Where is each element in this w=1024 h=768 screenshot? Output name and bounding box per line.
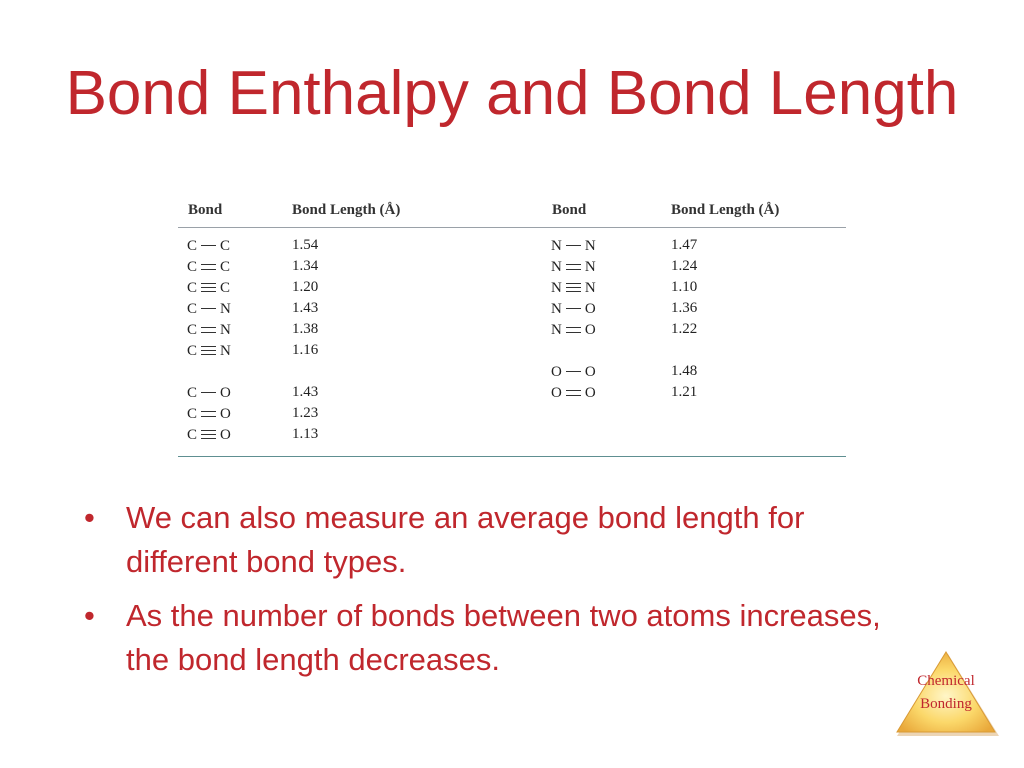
- atom-label: O: [220, 426, 231, 443]
- left-length-cell: 1.43: [292, 300, 319, 316]
- left-bond-cell: [187, 382, 231, 403]
- single-bond-icon: [564, 298, 583, 319]
- atom-label: C: [187, 342, 198, 359]
- header-bond-left: Bond: [188, 202, 223, 218]
- left-bond-cell: [187, 340, 231, 361]
- logo-text-line1: Chemical: [917, 673, 975, 689]
- atom-label: O: [220, 384, 231, 401]
- double-bond-icon: [199, 403, 218, 424]
- left-length-cell: 1.54: [292, 237, 319, 253]
- header-length-left: Bond Length (Å): [292, 202, 401, 218]
- atom-label: O: [220, 405, 231, 422]
- bullet-list: [84, 496, 914, 692]
- atom-label: C: [187, 279, 198, 296]
- right-length-cell: 1.48: [671, 363, 698, 379]
- left-length-cell: 1.43: [292, 384, 319, 400]
- left-bond-cell: [187, 319, 231, 340]
- left-length-cell: 1.13: [292, 426, 319, 442]
- header-length-right: Bond Length (Å): [671, 202, 780, 218]
- right-bond-cell: [551, 319, 596, 340]
- atom-label: N: [220, 321, 231, 338]
- right-length-cell: 1.36: [671, 300, 698, 316]
- bullet-dot: •: [84, 598, 95, 633]
- double-bond-icon: [199, 256, 218, 277]
- header-bond-right: Bond: [552, 202, 587, 218]
- atom-label: C: [220, 237, 231, 254]
- left-length-cell: 1.16: [292, 342, 319, 358]
- triple-bond-icon: [199, 424, 218, 445]
- atom-label: C: [187, 384, 198, 401]
- single-bond-icon: [199, 298, 218, 319]
- right-length-cell: 1.10: [671, 279, 698, 295]
- triple-bond-icon: [199, 340, 218, 361]
- atom-label: N: [584, 237, 596, 254]
- double-bond-icon: [564, 382, 583, 403]
- table-bottom-rule: [178, 456, 846, 457]
- left-bond-cell: [187, 424, 231, 445]
- bullet-item: [84, 594, 914, 682]
- triple-bond-icon: [564, 277, 583, 298]
- atom-label: O: [584, 384, 596, 401]
- table-top-rule: [178, 227, 846, 228]
- triangle-logo-icon: [893, 648, 999, 736]
- atom-label: N: [551, 279, 562, 296]
- right-bond-cell: [551, 298, 596, 319]
- right-length-cell: 1.22: [671, 321, 698, 337]
- atom-label: N: [551, 258, 562, 275]
- atom-label: N: [584, 279, 596, 296]
- atom-label: C: [187, 237, 198, 254]
- atom-label: N: [220, 300, 231, 317]
- atom-label: O: [584, 321, 596, 338]
- right-bond-cell: [551, 361, 596, 382]
- right-bond-cell: [551, 382, 596, 403]
- single-bond-icon: [199, 382, 218, 403]
- logo-text-line2: Bonding: [920, 696, 972, 712]
- atom-label: N: [551, 300, 562, 317]
- bullet-text: We can also measure an average bond length for different bond types.: [126, 500, 805, 579]
- left-bond-cell: [187, 235, 230, 256]
- slide-title: Bond Enthalpy and Bond Length: [65, 59, 959, 128]
- double-bond-icon: [199, 319, 218, 340]
- right-bond-cell: [551, 277, 596, 298]
- bullet-text: As the number of bonds between two atoms increases, the bond length decreases.: [126, 598, 881, 677]
- atom-label: C: [187, 426, 198, 443]
- atom-label: N: [551, 237, 562, 254]
- bullet-item: [84, 496, 914, 584]
- atom-label: C: [187, 321, 198, 338]
- triple-bond-icon: [199, 277, 218, 298]
- right-bond-cell: [551, 235, 596, 256]
- atom-label: C: [220, 258, 231, 275]
- left-bond-cell: [187, 277, 230, 298]
- single-bond-icon: [199, 235, 218, 256]
- atom-label: O: [551, 363, 562, 380]
- left-length-cell: 1.34: [292, 258, 319, 274]
- single-bond-icon: [564, 361, 583, 382]
- right-bond-cell: [551, 256, 596, 277]
- atom-label: C: [187, 405, 198, 422]
- double-bond-icon: [564, 319, 583, 340]
- atom-label: N: [551, 321, 562, 338]
- left-bond-cell: [187, 403, 231, 424]
- bond-length-table: [178, 195, 846, 458]
- single-bond-icon: [564, 235, 583, 256]
- atom-label: O: [584, 300, 596, 317]
- chemical-bonding-logo: [893, 648, 999, 736]
- left-length-cell: 1.20: [292, 279, 319, 295]
- atom-label: C: [187, 258, 198, 275]
- bullet-dot: •: [84, 500, 95, 535]
- right-length-cell: 1.24: [671, 258, 698, 274]
- atom-label: O: [584, 363, 596, 380]
- double-bond-icon: [564, 256, 583, 277]
- left-bond-cell: [187, 298, 231, 319]
- left-bond-cell: [187, 256, 230, 277]
- left-length-cell: 1.38: [292, 321, 319, 337]
- atom-label: C: [187, 300, 198, 317]
- atom-label: O: [551, 384, 562, 401]
- atom-label: N: [584, 258, 596, 275]
- atom-label: N: [220, 342, 231, 359]
- right-length-cell: 1.21: [671, 384, 698, 400]
- atom-label: C: [220, 279, 231, 296]
- right-length-cell: 1.47: [671, 237, 698, 253]
- left-length-cell: 1.23: [292, 405, 319, 421]
